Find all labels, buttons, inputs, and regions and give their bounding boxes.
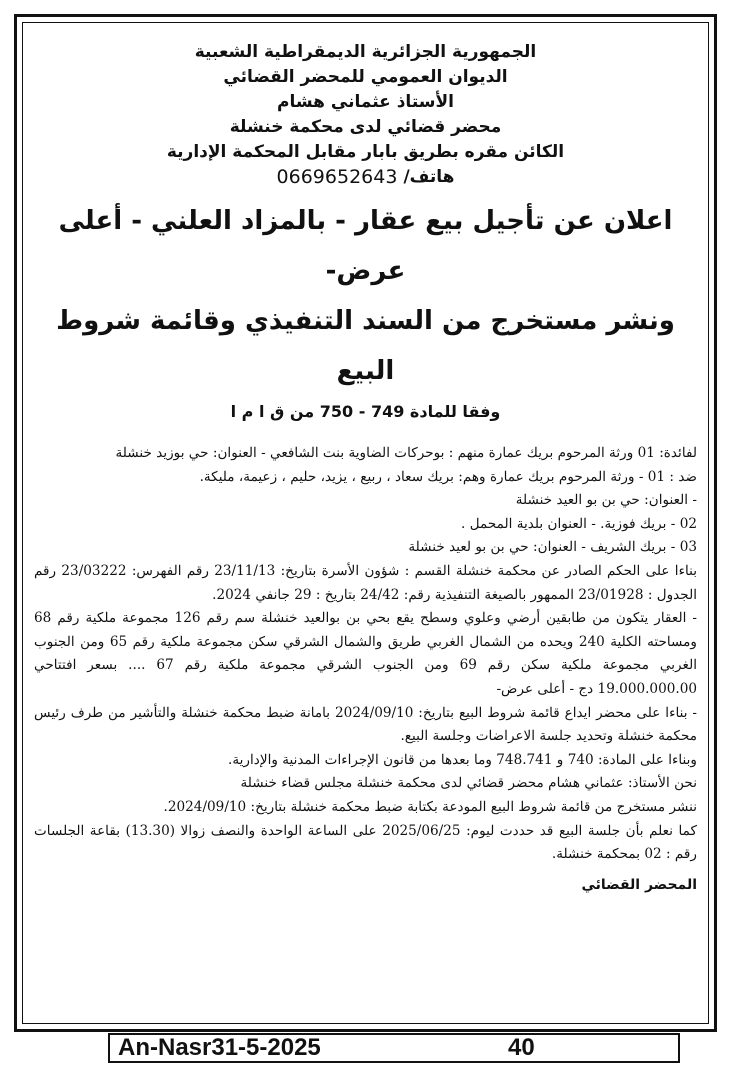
legal-basis: وبناءا على المادة: 740 و 748.741 وما بعدها من قانون الإجراءات المدنية والإدارية. bbox=[228, 751, 697, 768]
notice-title bbox=[34, 196, 697, 396]
bailiff-court: محضر قضائي لدى محكمة خنشلة bbox=[229, 117, 502, 137]
bailiff-name: الأستاذ عثماني هشام bbox=[277, 92, 454, 112]
notice-body bbox=[34, 442, 697, 867]
property-description: - العقار يتكون من طابقين أرضي وعلوي وسطح يقع بحي بن بوالعيد خنشلة سم رقم 126 مجموعة ملكية رقم 68 ومساحته الكلية 240 ويحده من الشمال الغربي طريق والشمال الشرقي سكن مجموعة ملكية رقم 65 ومن الجنوب الغربي مجموعة ملكية سكن رقم 69 ومن الجنوب الشرقي مجموعة ملكية رقم 67 .... بسعر افتتاحي 19.000.000.00 دج - أعلى عرض- bbox=[34, 610, 697, 697]
sale-date-paragraph: كما نعلم بأن جلسة البيع قد حددت ليوم: 2025/06/25 على الساعة الواحدة والنصف زوالا (13.30) بقاعة الجلسات رقم : 02 بمحكمة خنشلة. bbox=[34, 822, 697, 863]
legal-article-reference: وفقا للمادة 749 - 750 من ق ا م ا bbox=[230, 402, 501, 421]
phone-label: هاتف/ bbox=[403, 167, 455, 187]
notice-content bbox=[34, 40, 697, 893]
defendant-2: 02 - بريك فوزية. - العنوان بلدية المحمل . bbox=[461, 515, 697, 532]
bailiff-statement: نحن الأستاذ: عثماني هشام محضر قضائي لدى محكمة خنشلة مجلس قضاء خنشلة bbox=[240, 775, 697, 792]
phone-number: 0669652643 bbox=[276, 166, 398, 188]
office-address: الكائن مقره بطريق بابار مقابل المحكمة الإدارية bbox=[166, 142, 565, 162]
publication-date: An-Nasr31-5-2025 bbox=[118, 1034, 321, 1061]
defendant-3: 03 - بريك الشريف - العنوان: حي بن بو لعيد خنشلة bbox=[408, 539, 697, 556]
deposit-paragraph: - بناءا على محضر ايداع قائمة شروط البيع بتاريخ: 2024/09/10 بامانة ضبط محكمة خنشلة والتأشير من طرف رئيس محكمة خنشلة وتحديد جلسة الاعراضات وجلسة البيع. bbox=[34, 704, 698, 745]
page-number: 40 bbox=[508, 1034, 535, 1061]
publication-statement: ننشر مستخرج من قائمة شروط البيع المودعة بكتابة ضبط محكمة خنشلة بتاريخ: 2024/09/10. bbox=[163, 798, 697, 815]
defendant-address: - العنوان: حي بن بو العيد خنشلة bbox=[515, 492, 697, 509]
signature: المحضر القضائي bbox=[581, 876, 697, 893]
judgment-paragraph: بناءا على الحكم الصادر عن محكمة خنشلة القسم : شؤون الأسرة بتاريخ: 23/11/13 رقم الفهرس: 23/03222 رقم الجدول : 23/01928 الممهور بالصيغة التنفيذية رقم: 24/42 بتاريخ : 29 جانفي 2024. bbox=[34, 562, 698, 603]
phone-row bbox=[34, 165, 697, 190]
beneficiary-paragraph: لفائدة: 01 ورثة المرحوم بريك عمارة منهم : بوحركات الضاوية بنت الشافعي - العنوان: حي بوزيد خنشلة bbox=[115, 445, 697, 461]
title-line-1: اعلان عن تأجيل بيع عقار - بالمزاد العلني - أعلى عرض- bbox=[58, 206, 673, 286]
letterhead bbox=[34, 40, 697, 190]
title-line-2: ونشر مستخرج من السند التنفيذي وقائمة شروط البيع bbox=[56, 306, 675, 386]
republic-line: الجمهورية الجزائرية الديمقراطية الشعبية bbox=[194, 42, 537, 62]
defendant-paragraph: ضد : 01 - ورثة المرحوم بريك عمارة وهم: بريك سعاد ، ربيع ، يزيد، حليم ، زعيمة، مليكة. bbox=[199, 468, 697, 485]
newspaper-footer bbox=[108, 1033, 680, 1063]
office-line: الديوان العمومي للمحضر القضائي bbox=[223, 67, 508, 87]
